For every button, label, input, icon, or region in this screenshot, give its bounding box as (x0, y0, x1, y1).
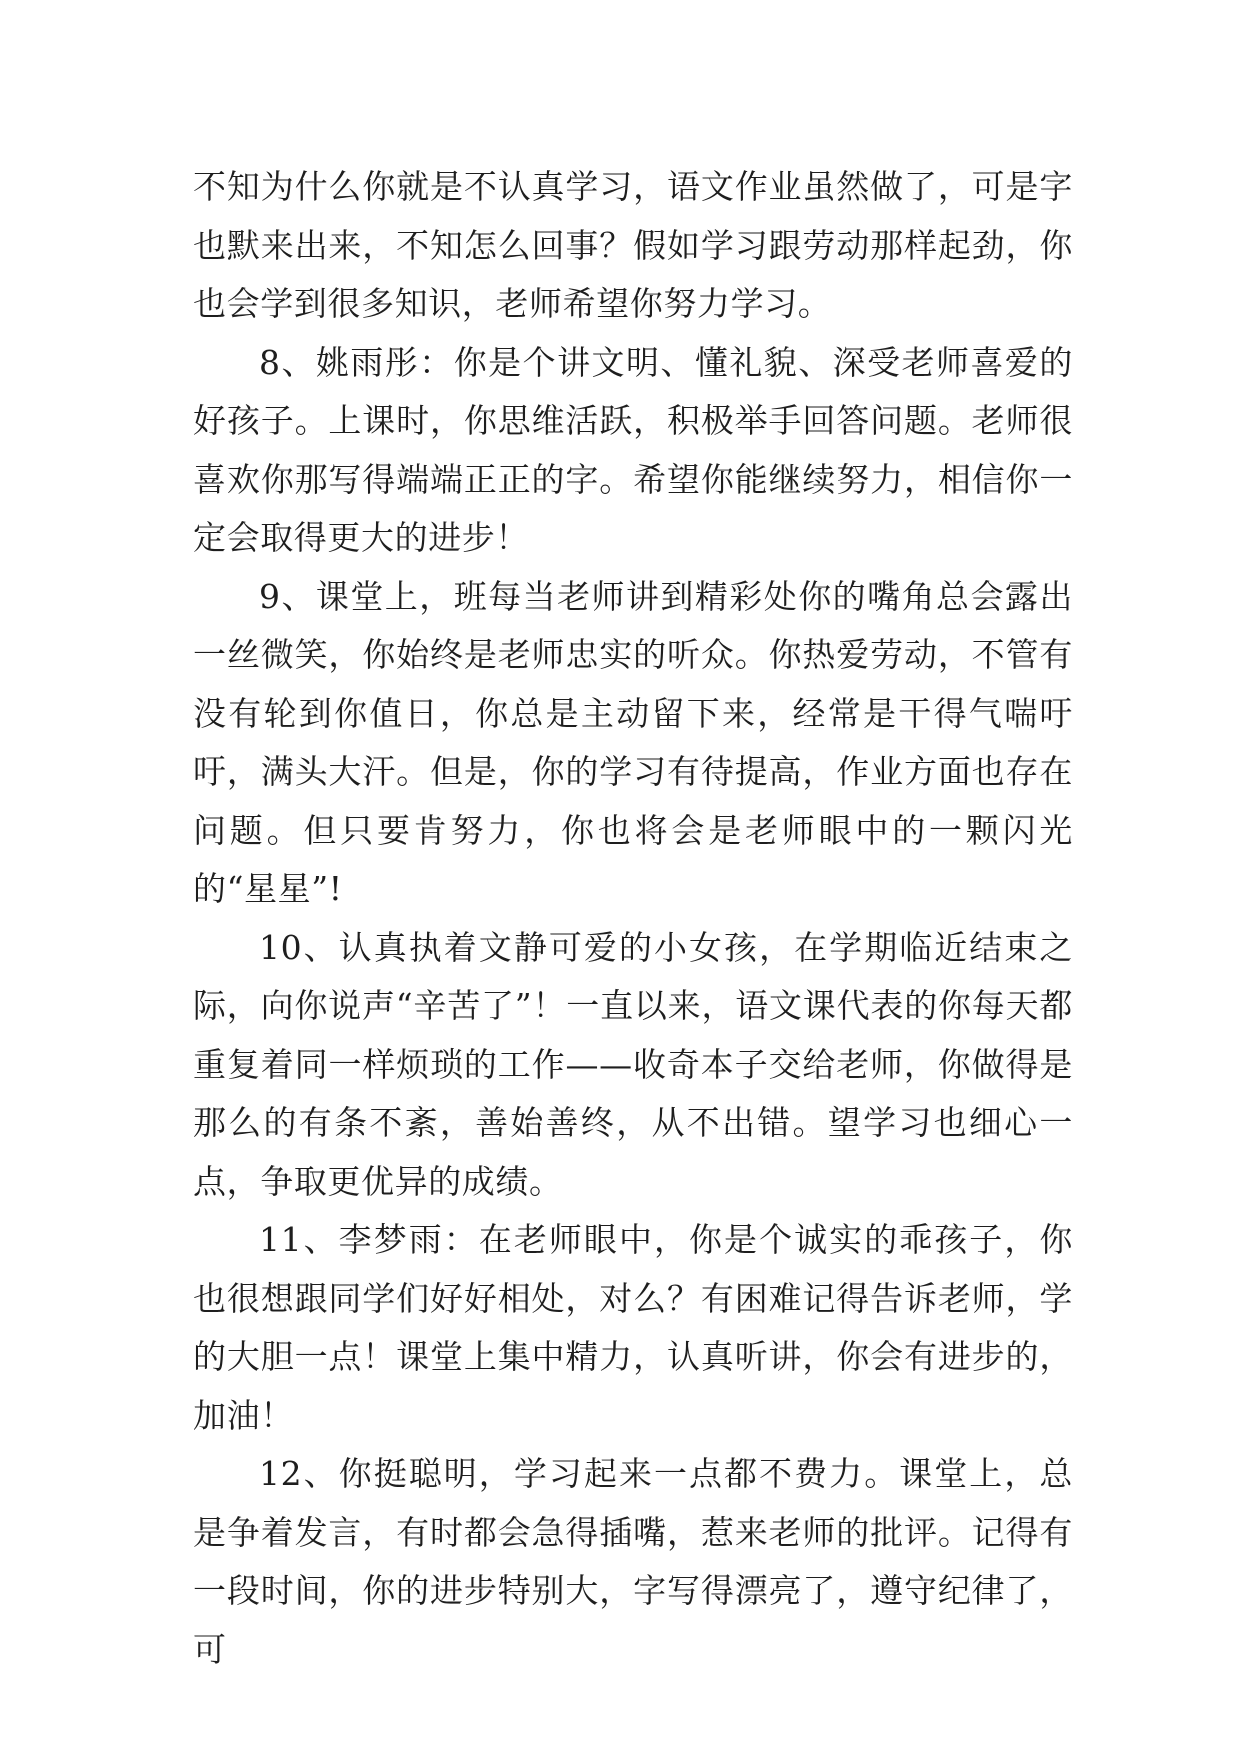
paragraph-comment-10: 10、认真执着文静可爱的小女孩，在学期临近结束之际，向你说声“辛苦了”！一直以来，语文课代表的你每天都重复着同一样烦琐的工作——收奇本子交给老师，你做得是那么的有条不紊，善始善终，从不出错。望学习也细心一点，争取更优异的成绩。 (193, 927, 1073, 1201)
paragraph-comment-8: 8、姚雨彤：你是个讲文明、懂礼貌、深受老师喜爱的好孩子。上课时，你思维活跃，积极举手回答问题。老师很喜欢你那写得端端正正的字。希望你能继续努力，相信你一定会取得更大的进步！ (193, 342, 1073, 557)
paragraph-continuation: 不知为什么你就是不认真学习，语文作业虽然做了，可是字也默来出来，不知怎么回事？假如学习跟劳动那样起劲，你也会学到很多知识，老师希望你努力学习。 (193, 167, 1073, 323)
paragraph-comment-9: 9、课堂上，班每当老师讲到精彩处你的嘴角总会露出一丝微笑，你始终是老师忠实的听众。你热爱劳动，不管有没有轮到你值日，你总是主动留下来，经常是干得气喘吁吁，满头大汗。但是，你的学习有待提高，作业方面也存在问题。但只要肯努力，你也将会是老师眼中的一颗闪光的“星星”! (193, 576, 1073, 908)
paragraph-comment-12: 12、你挺聪明，学习起来一点都不费力。课堂上，总是争着发言，有时都会急得插嘴，惹来老师的批评。记得有一段时间，你的进步特别大，字写得漂亮了，遵守纪律了，可 (193, 1454, 1073, 1669)
document-body (193, 158, 1073, 1679)
paragraph-comment-11: 11、李梦雨：在老师眼中，你是个诚实的乖孩子，你也很想跟同学们好好相处，对么？有困难记得告诉老师，学的大胆一点！课堂上集中精力，认真听讲，你会有进步的，加油！ (193, 1220, 1073, 1435)
